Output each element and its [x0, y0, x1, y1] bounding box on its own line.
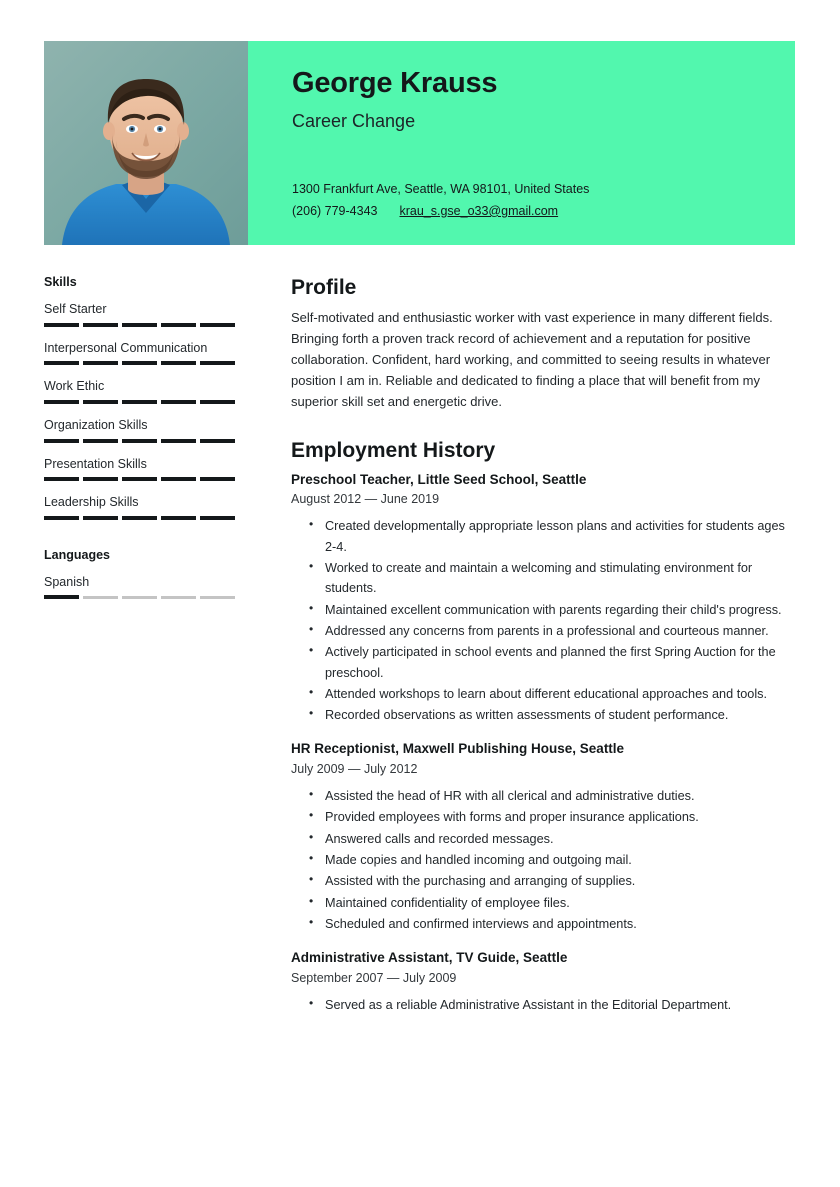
- skill-item: [44, 416, 235, 443]
- rating-segment: [122, 361, 157, 365]
- job-bullet-list: [291, 786, 795, 934]
- language-label: Spanish: [44, 574, 90, 589]
- rating-segment: [200, 323, 235, 327]
- skill-rating-bar: [44, 400, 235, 404]
- rating-segment: [161, 516, 196, 520]
- skill-rating-bar: [44, 478, 235, 482]
- job-bullet: • Created developmentally appropriate lesson plans and activities for students ages 2-4.: [323, 516, 795, 557]
- job-entry-heading: HR Receptionist, Maxwell Publishing House, Seattle: [291, 741, 625, 757]
- language-rating-bar: [44, 596, 235, 600]
- skills-heading: Skills: [44, 275, 77, 289]
- page-title: George Krauss: [292, 67, 498, 99]
- job-bullet: • Assisted the head of HR with all clerical and administrative duties.: [323, 786, 795, 806]
- rating-segment: [83, 516, 118, 520]
- rating-segment: [200, 361, 235, 365]
- languages-heading: Languages: [44, 547, 110, 562]
- rating-segment: [200, 439, 235, 443]
- job-entry: [291, 471, 795, 726]
- language-item: [44, 573, 235, 600]
- rating-segment: [44, 477, 79, 481]
- rating-segment: [83, 400, 118, 404]
- rating-segment: [161, 439, 196, 443]
- resume-header: [44, 41, 795, 245]
- rating-segment: [44, 439, 79, 443]
- rating-segment: [200, 477, 235, 481]
- rating-segment: [44, 361, 79, 365]
- skill-label: Organization Skills: [44, 417, 148, 432]
- skill-label: Interpersonal Communication: [44, 340, 208, 355]
- rating-segment: [161, 361, 196, 365]
- rating-segment: [44, 323, 79, 327]
- rating-segment: [161, 323, 196, 327]
- rating-segment: [161, 596, 196, 599]
- rating-segment: [122, 596, 157, 599]
- skill-label: Work Ethic: [44, 379, 105, 394]
- job-bullet: • Served as a reliable Administrative Assistant in the Editorial Department.: [323, 995, 795, 1015]
- job-entry: [291, 949, 795, 1015]
- job-bullet-list: [291, 516, 795, 725]
- rating-segment: [122, 400, 157, 404]
- job-entry-dates: July 2009 — July 2012: [291, 761, 418, 776]
- job-bullet: • Scheduled and confirmed interviews and appointments.: [323, 914, 795, 934]
- rating-segment: [161, 400, 196, 404]
- languages-block: [44, 548, 235, 600]
- skills-list: [44, 300, 235, 520]
- rating-segment: [200, 516, 235, 520]
- rating-segment: [44, 400, 79, 404]
- portrait-photo-icon: [44, 41, 248, 245]
- job-title-subtitle: Career Change: [292, 111, 416, 131]
- job-entry: [291, 740, 795, 934]
- employment-section: [291, 438, 795, 1015]
- job-entry-heading: Preschool Teacher, Little Seed School, Seattle: [291, 471, 587, 487]
- rating-segment: [83, 439, 118, 443]
- skill-rating-bar: [44, 323, 235, 327]
- job-entry-heading: Administrative Assistant, TV Guide, Seattle: [291, 950, 568, 966]
- rating-segment: [161, 477, 196, 481]
- main-column: [291, 275, 795, 1030]
- job-bullet: • Provided employees with forms and proper insurance applications.: [323, 807, 795, 827]
- profile-heading: Profile: [291, 276, 357, 299]
- rating-segment: [44, 516, 79, 520]
- job-bullet: • Answered calls and recorded messages.: [323, 829, 795, 849]
- profile-text: Self-motivated and enthusiastic worker with vast experience in many different fields. Bringing forth a proven track record of achievement and a reputation for positive collaboration. Confident, hard working, and committed to seeing results in whatever position I am in. Reliable and dedicated to finding a place that will benefit from my superior skill set and energetic drive.: [291, 310, 773, 410]
- skill-rating-bar: [44, 439, 235, 443]
- rating-segment: [83, 596, 118, 599]
- skill-item: [44, 455, 235, 482]
- jobs-list: [291, 471, 795, 1016]
- rating-segment: [83, 323, 118, 327]
- profile-section: [291, 275, 795, 412]
- rating-segment: [122, 516, 157, 520]
- job-bullet: • Maintained confidentiality of employee files.: [323, 893, 795, 913]
- skill-item: [44, 339, 235, 366]
- skill-item: [44, 300, 235, 327]
- job-bullet: • Made copies and handled incoming and outgoing mail.: [323, 850, 795, 870]
- rating-segment: [83, 361, 118, 365]
- rating-segment: [44, 595, 79, 599]
- rating-segment: [122, 477, 157, 481]
- skill-label: Leadership Skills: [44, 495, 139, 510]
- sidebar: [44, 275, 235, 611]
- rating-segment: [83, 477, 118, 481]
- skill-label: Self Starter: [44, 302, 107, 316]
- job-bullet: • Addressed any concerns from parents in a professional and courteous manner.: [323, 621, 795, 641]
- phone-number: (206) 779-4343: [292, 203, 378, 218]
- job-bullet: • Worked to create and maintain a welcoming and stimulating environment for students.: [323, 558, 795, 599]
- job-bullet: • Assisted with the purchasing and arranging of supplies.: [323, 871, 795, 891]
- header-accent-band: [248, 41, 795, 245]
- address-line: 1300 Frankfurt Ave, Seattle, WA 98101, United States: [292, 182, 590, 196]
- rating-segment: [200, 596, 235, 599]
- job-bullet: • Actively participated in school events and planned the first Spring Auction for the preschool.: [323, 642, 795, 683]
- job-entry-dates: August 2012 — June 2019: [291, 491, 440, 506]
- job-bullet-list: [291, 995, 795, 1015]
- skill-label: Presentation Skills: [44, 456, 147, 471]
- job-bullet: • Attended workshops to learn about different educational approaches and tools.: [323, 684, 795, 704]
- employment-history-heading: Employment History: [291, 439, 496, 463]
- job-entry-dates: September 2007 — July 2009: [291, 970, 457, 985]
- skill-rating-bar: [44, 362, 235, 366]
- rating-segment: [122, 439, 157, 443]
- languages-list: [44, 573, 235, 600]
- skill-item: [44, 493, 235, 520]
- rating-segment: [122, 323, 157, 327]
- rating-segment: [200, 400, 235, 404]
- profile-photo: [44, 41, 248, 245]
- contact-block: [292, 179, 589, 223]
- skill-rating-bar: [44, 516, 235, 520]
- job-bullet: • Recorded observations as written assessments of student performance.: [323, 705, 795, 725]
- email-link[interactable]: krau_s.gse_o33@gmail.com: [399, 203, 559, 218]
- job-bullet: • Maintained excellent communication with parents regarding their child's progress.: [323, 600, 795, 620]
- skill-item: [44, 377, 235, 404]
